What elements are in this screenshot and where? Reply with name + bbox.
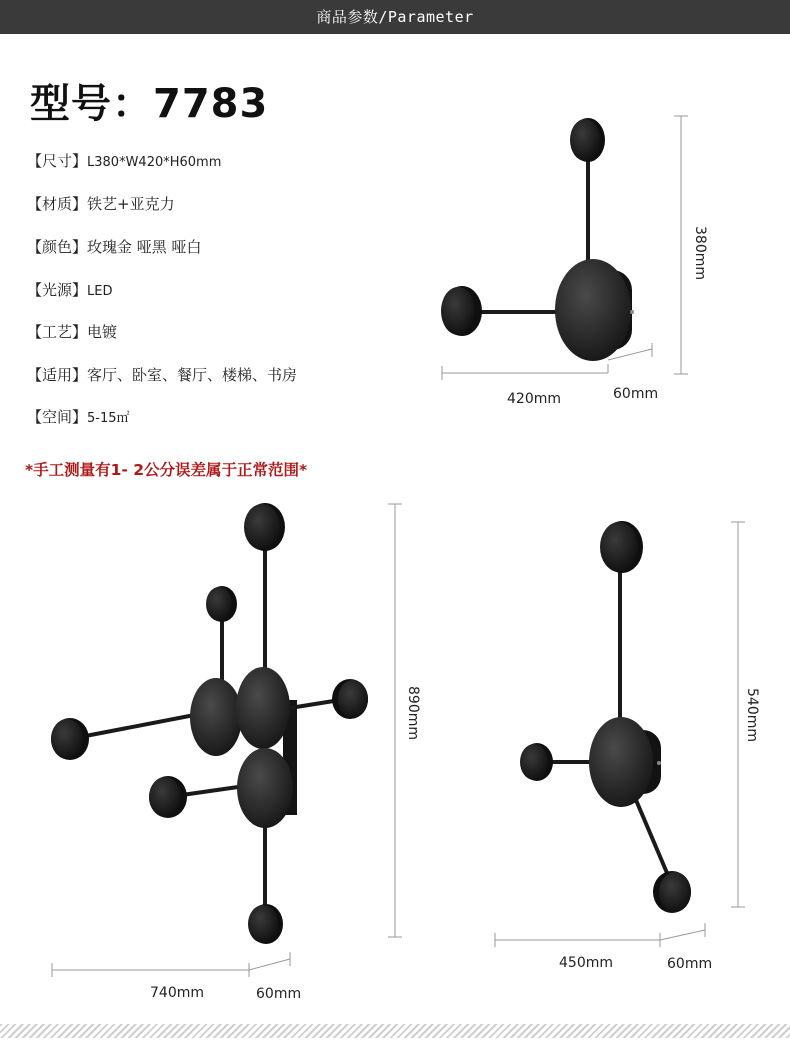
spec-value: L380*W420*H60mm xyxy=(87,155,222,170)
lamp-1-height-label: 380mm xyxy=(692,226,708,280)
lamp-1-width-label: 420mm xyxy=(507,391,561,407)
model-number: 7783 xyxy=(153,81,269,127)
lamp-2-width-label: 740mm xyxy=(150,985,204,1001)
lamp-2-depth-label: 60mm xyxy=(256,986,302,1002)
spec-label: 【光源】 xyxy=(27,281,88,299)
spec-value: LED xyxy=(87,284,113,299)
header-title-cn: 商品参数 xyxy=(316,8,379,26)
footer-hatch-divider xyxy=(0,1024,790,1038)
lamp-1 xyxy=(441,118,634,361)
spec-label: 【工艺】 xyxy=(27,323,88,341)
model-label: 型号： xyxy=(30,81,153,127)
spec-value: 客厅、卧室、餐厅、楼梯、书房 xyxy=(87,366,298,384)
lamp-3-height-label: 540mm xyxy=(744,688,760,742)
lamp-3 xyxy=(520,521,691,913)
spec-value: 铁艺+亚克力 xyxy=(87,195,175,213)
lamp-1-depth-label: 60mm xyxy=(613,386,659,402)
spec-label: 【适用】 xyxy=(27,366,88,384)
spec-value: 玫瑰金 哑黑 哑白 xyxy=(87,238,202,256)
lamp-2-height-label: 890mm xyxy=(405,686,421,740)
header-title-sep: / xyxy=(378,8,388,26)
header-title-en: Parameter xyxy=(387,8,474,26)
spec-label: 【颜色】 xyxy=(27,238,88,256)
spec-label: 【空间】 xyxy=(27,408,88,426)
lamp-3-depth-label: 60mm xyxy=(667,956,713,972)
lamp-3-width-label: 450mm xyxy=(559,955,613,971)
measurement-note: *手工测量有1- 2公分误差属于正常范围* xyxy=(25,461,308,479)
spec-value: 电镀 xyxy=(87,323,118,341)
spec-value: 5-15㎡ xyxy=(87,411,130,426)
spec-label: 【材质】 xyxy=(27,195,88,213)
lamp-2 xyxy=(51,503,368,944)
spec-label: 【尺寸】 xyxy=(27,152,88,170)
